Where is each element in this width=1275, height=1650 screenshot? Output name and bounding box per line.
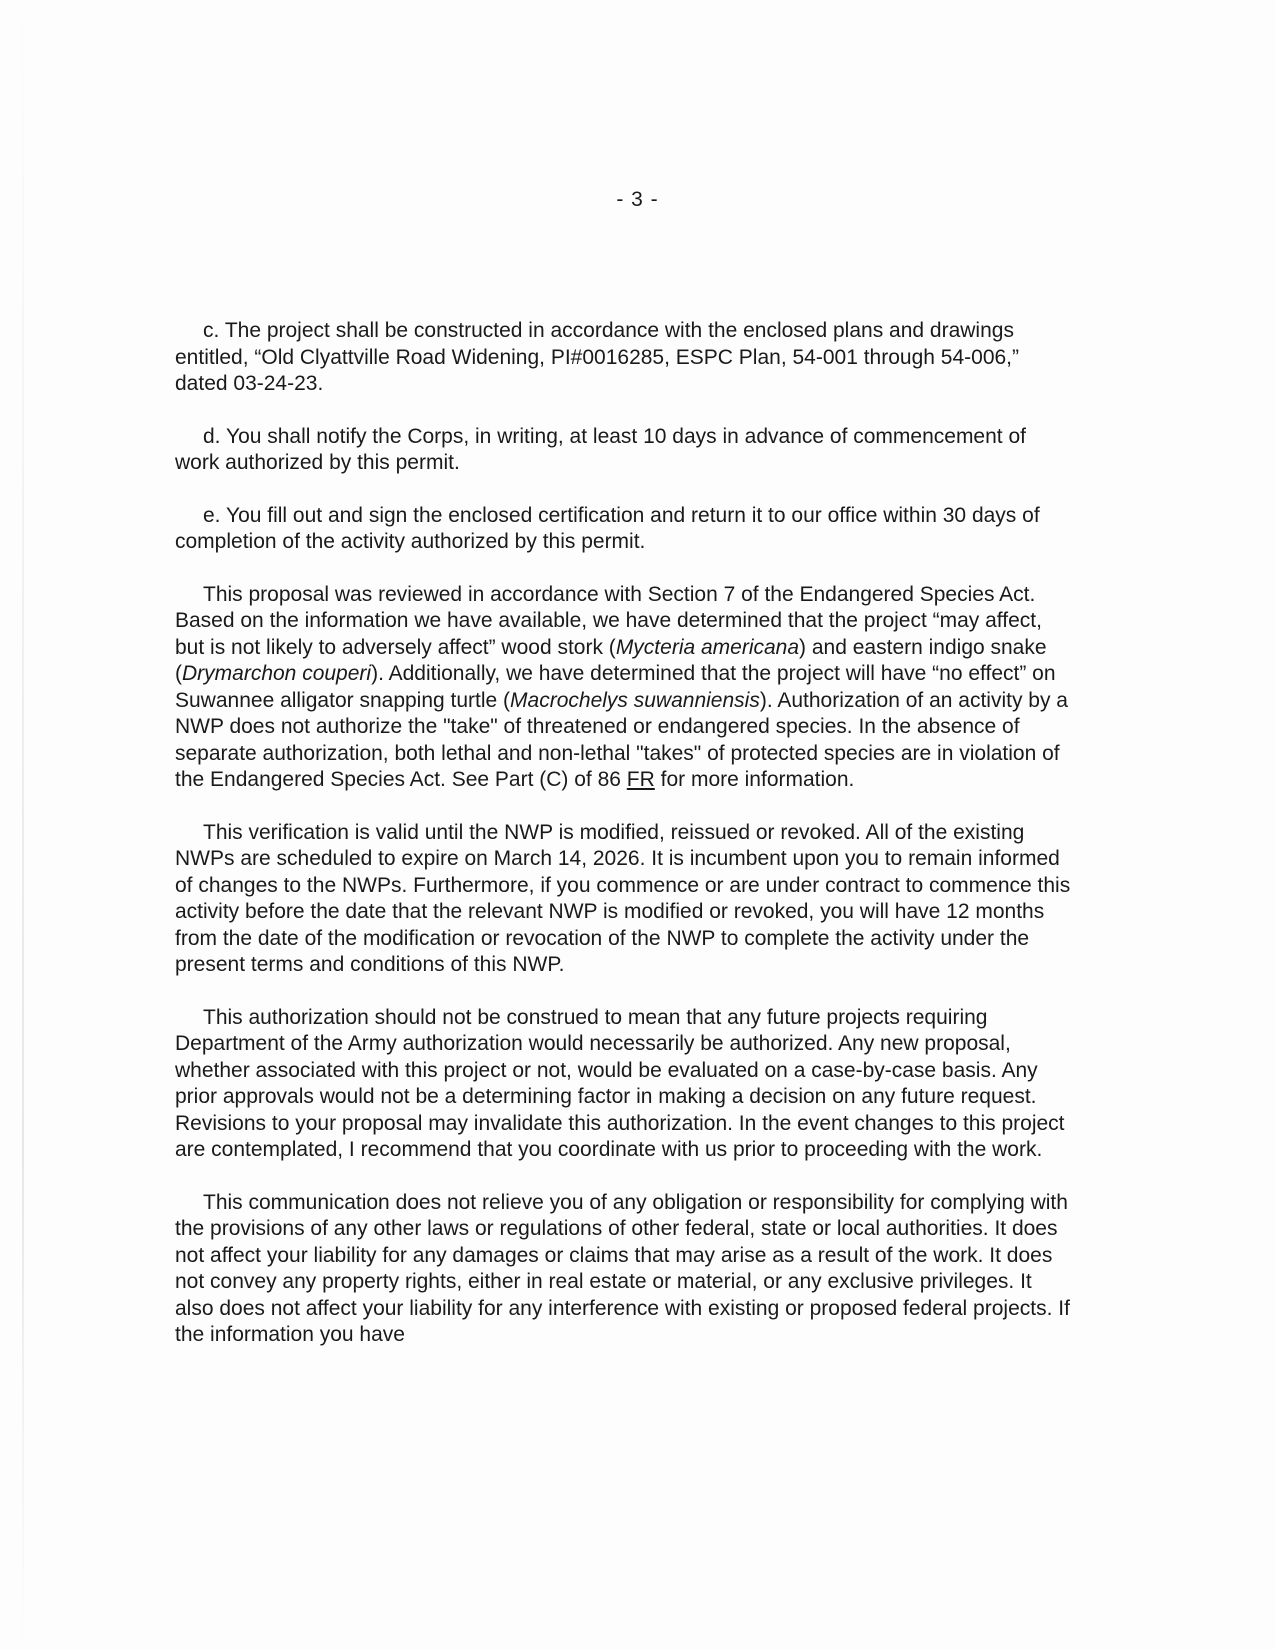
federal-register-abbrev: FR <box>626 768 655 791</box>
condition-c-paragraph <box>175 318 1075 398</box>
species-snapping-turtle: Macrochelys suwanniensis <box>510 688 760 712</box>
esa-text-5: for more information. <box>654 768 855 791</box>
condition-d-label: d. <box>203 424 221 448</box>
condition-c-label: c. <box>203 319 220 342</box>
condition-d-paragraph <box>175 424 1075 477</box>
species-wood-stork: Mycteria americana <box>615 635 800 659</box>
page-number: - 3 - <box>616 188 659 211</box>
condition-d-text: You shall notify the Corps, in writing, at least 10 days in advance of commencement of work authorized by this permit. <box>175 424 1026 474</box>
esa-text-3: ). Additionally, we have determined that the project will have “no effect” on Suwannee alligator snapping turtle ( <box>175 662 1056 712</box>
condition-e-label: e. <box>203 503 221 527</box>
condition-c-text: The project shall be constructed in accordance with the enclosed plans and drawings entitled, “Old Clyattville Road Widening, PI#0016285, ESPC Plan, 54-001 through 54-006,” dated 03-24-23. <box>175 319 1019 395</box>
obligations-paragraph: This communication does not relieve you of any obligation or responsibility for complying with the provisions of any other laws or regulations of other federal, state or local authorities. It does not affect your liability for any damages or claims that may arise as a result of the work. It does not convey any property rights, either in real estate or material, or any exclusive privileges. It also does not affect your liability for any interference with existing or proposed federal projects. If the information you have <box>175 1190 1070 1346</box>
validity-paragraph: This verification is valid until the NWP is modified, reissued or revoked. All of the existing NWPs are scheduled to expire on March 14, 2026. It is incumbent upon you to remain informed of changes to the NWPs. Furthermore, if you commence or are under contract to commence this activity before the date that the relevant NWP is modified or revoked, you will have 12 months from the date of the modification or revocation of the NWP to complete the activity under the present terms and conditions of this NWP. <box>175 820 1071 976</box>
esa-text-2: ) and eastern indigo snake ( <box>175 635 1047 685</box>
future-projects-paragraph: This authorization should not be construed to mean that any future projects requiring Department of the Army authorization would necessarily be authorized. Any new proposal, whether associated with this project or not, would be evaluated on a case-by-case basis. Any prior approvals would not be a determining factor in making a decision on any future request. Revisions to your proposal may invalidate this authorization. In the event changes to this project are contemplated, I recommend that you coordinate with us prior to proceeding with the work. <box>175 1005 1065 1161</box>
condition-e-paragraph <box>175 503 1075 556</box>
species-indigo-snake: Drymarchon couperi <box>182 662 372 685</box>
esa-text-4: ). Authorization of an activity by a NWP does not authorize the "take" of threatened or endangered species. In the absence of separate authorization, both lethal and non-lethal "takes" of protected species are in violation of the Endangered Species Act. See Part (C) of 86 <box>175 688 1068 791</box>
esa-text-1: This proposal was reviewed in accordance with Section 7 of the Endangered Species Act. Based on the information we have available, we have determined that the project “may affect, but is not likely to adversely affect” wood stork ( <box>175 582 1042 659</box>
condition-e-text: You fill out and sign the enclosed certification and return it to our office within 30 days of completion of the activity authorized by this permit. <box>175 503 1040 553</box>
endangered-species-paragraph <box>175 582 1075 794</box>
letter-body <box>175 318 1075 1375</box>
scan-edge-artifact <box>22 0 24 1650</box>
